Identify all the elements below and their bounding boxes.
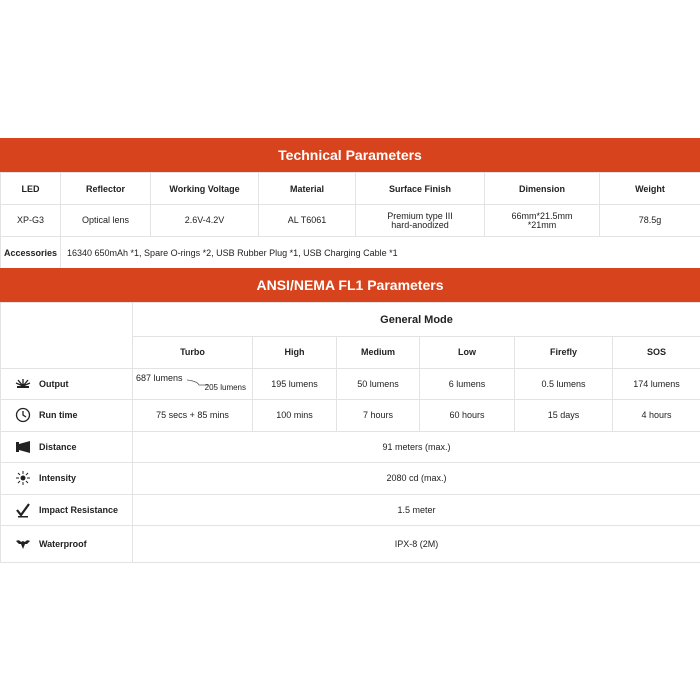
value-dimension: 66mm*21.5mm *21mm [485, 205, 600, 237]
value-material: AL T6061 [259, 205, 356, 237]
impact-row [1, 494, 700, 526]
header-dimension: Dimension [485, 173, 600, 205]
waterproof-label: Waterproof [39, 539, 87, 549]
runtime-firefly: 15 days [515, 400, 613, 432]
mode-low: Low [420, 337, 515, 369]
distance-value: 91 meters (max.) [133, 431, 700, 463]
header-material: Material [259, 173, 356, 205]
value-weight: 78.5g [600, 205, 700, 237]
technical-parameters-banner [0, 138, 700, 172]
value-surface-finish: Premium type III hard-anodized [356, 205, 485, 237]
distance-label-cell [1, 431, 133, 463]
output-label: Output [39, 378, 69, 389]
runtime-low: 60 hours [420, 400, 515, 432]
value-reflector: Optical lens [61, 205, 151, 237]
mode-high: High [253, 337, 337, 369]
output-low: 6 lumens [420, 368, 515, 400]
runtime-label: Run time [39, 410, 78, 421]
intensity-label: Intensity [39, 473, 77, 484]
accessories-text: 16340 650mAh *1, Spare O-rings *2, USB Rubber Plug *1, USB Charging Cable *1 [61, 237, 700, 269]
output-high: 195 lumens [253, 368, 337, 400]
mode-medium: Medium [337, 337, 420, 369]
output-firefly: 0.5 lumens [515, 368, 613, 400]
value-led: XP-G3 [1, 205, 61, 237]
output-sos: 174 lumens [613, 368, 700, 400]
general-mode-row [1, 303, 700, 337]
output-turbo-initial: 687 lumens [136, 372, 183, 383]
technical-parameters-table [0, 172, 700, 269]
technical-parameters-title: Technical Parameters [278, 147, 422, 163]
output-turbo-stepdown: 205 lumens [204, 382, 246, 392]
waterproof-value: IPX-8 (2M) [133, 526, 700, 563]
runtime-high: 100 mins [253, 400, 337, 432]
output-row [1, 368, 700, 400]
runtime-turbo: 75 secs + 85 mins [133, 400, 253, 432]
header-reflector: Reflector [61, 173, 151, 205]
runtime-row [1, 400, 700, 432]
runtime-medium: 7 hours [337, 400, 420, 432]
intensity-label-cell [1, 463, 133, 495]
distance-row [1, 431, 700, 463]
output-beam-icon [15, 376, 31, 392]
output-medium: 50 lumens [337, 368, 420, 400]
intensity-row [1, 463, 700, 495]
ansi-parameters-banner [0, 268, 700, 302]
output-label-cell [1, 368, 133, 400]
distance-beam-icon [15, 439, 31, 455]
runtime-sos: 4 hours [613, 400, 700, 432]
intensity-icon [15, 470, 31, 486]
header-weight: Weight [600, 173, 700, 205]
distance-label: Distance [39, 441, 77, 452]
clock-icon [15, 407, 31, 423]
technical-values-row [1, 205, 700, 237]
mode-turbo: Turbo [133, 337, 253, 369]
ansi-parameters-title: ANSI/NEMA FL1 Parameters [256, 277, 444, 293]
general-mode-label: General Mode [133, 303, 700, 337]
output-turbo [133, 368, 253, 400]
technical-header-row [1, 173, 700, 205]
accessories-row [1, 237, 700, 269]
mode-sos: SOS [613, 337, 700, 369]
waterproof-row [1, 526, 700, 563]
impact-icon [15, 502, 31, 518]
waterproof-icon [15, 536, 31, 552]
header-working-voltage: Working Voltage [151, 173, 259, 205]
runtime-label-cell [1, 400, 133, 432]
intensity-value: 2080 cd (max.) [133, 463, 700, 495]
ansi-parameters-table [0, 302, 700, 563]
header-led: LED [1, 173, 61, 205]
corner-cell [1, 303, 133, 369]
waterproof-label-cell [1, 526, 133, 563]
accessories-label: Accessories [1, 237, 61, 269]
value-working-voltage: 2.6V-4.2V [151, 205, 259, 237]
mode-firefly: Firefly [515, 337, 613, 369]
impact-value: 1.5 meter [133, 494, 700, 526]
impact-label: Impact Resistance [39, 504, 119, 515]
impact-label-cell [1, 494, 133, 526]
header-surface-finish: Surface Finish [356, 173, 485, 205]
